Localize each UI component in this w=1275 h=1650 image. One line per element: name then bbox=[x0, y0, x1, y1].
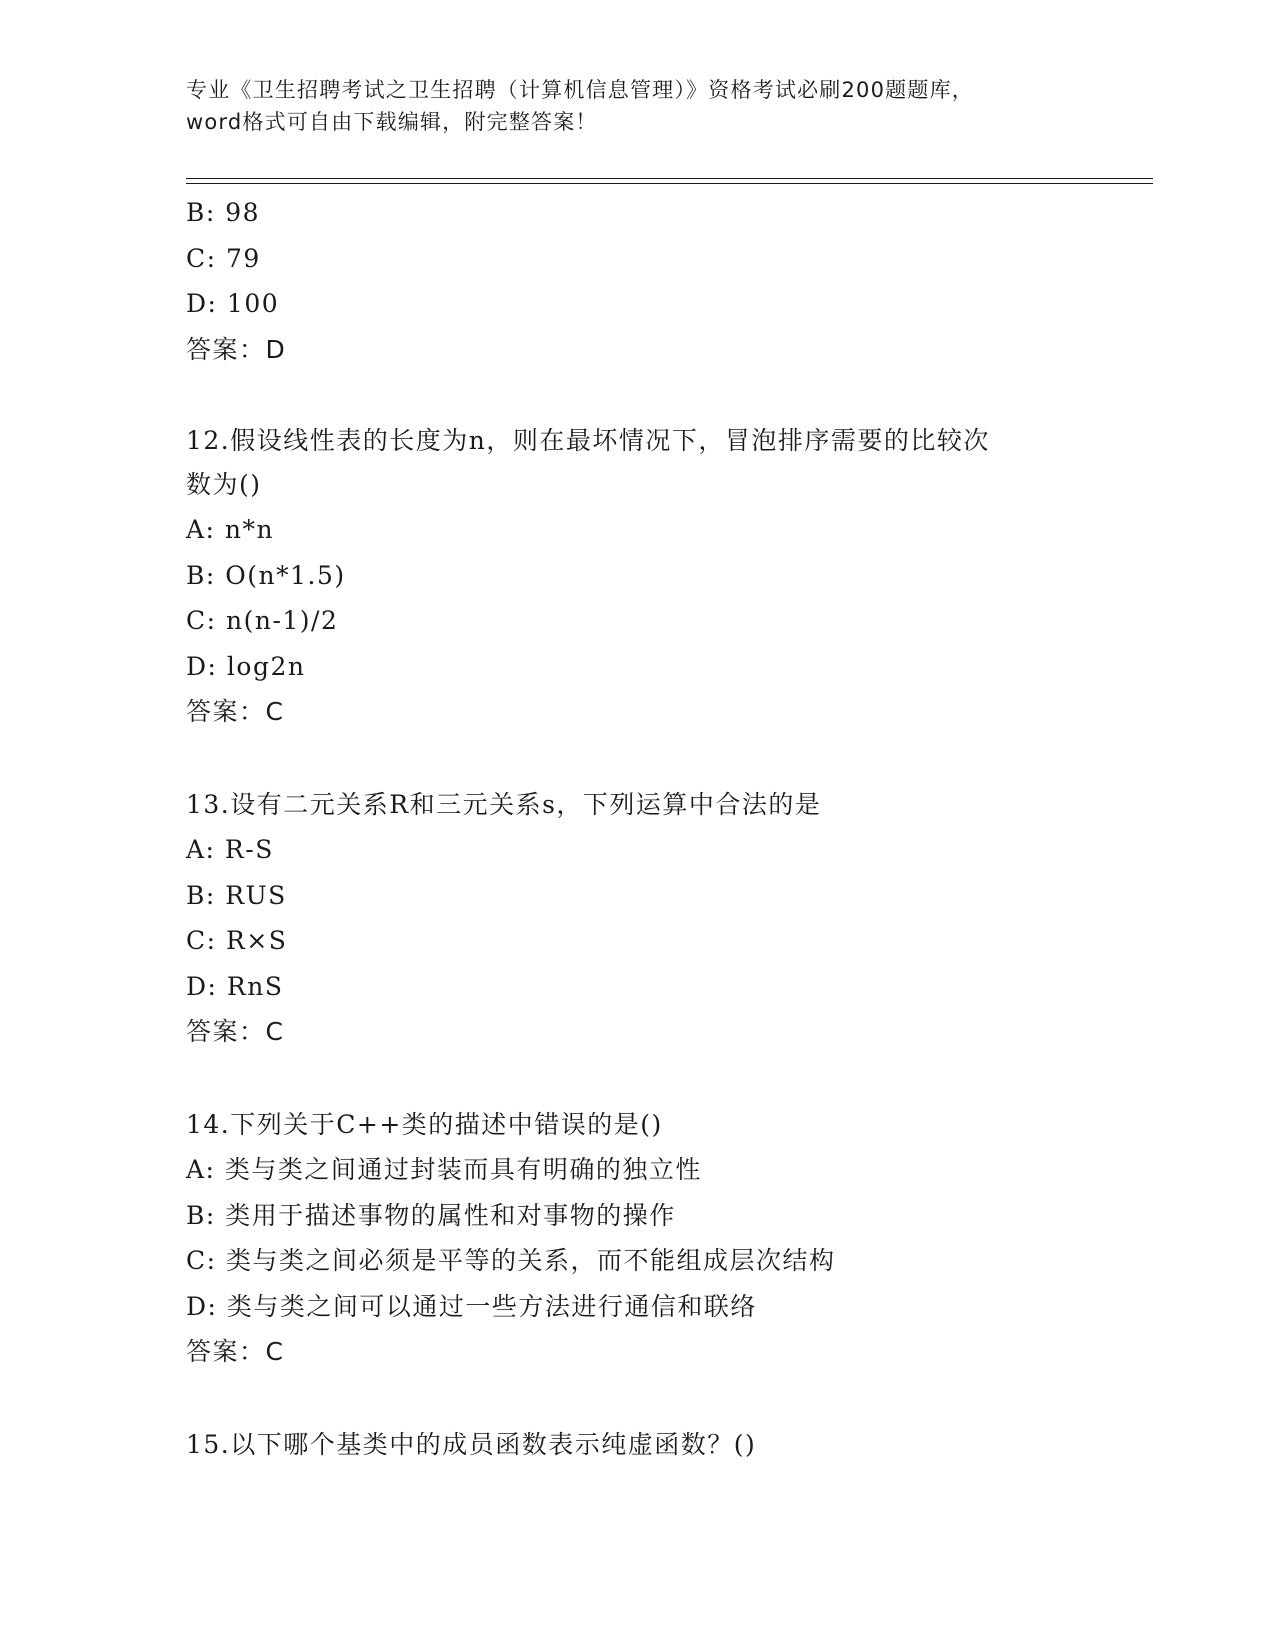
answer: 答案：C bbox=[186, 1017, 285, 1046]
option-a: A: 类与类之间通过封装而具有明确的独立性 bbox=[186, 1155, 702, 1184]
option-d: D: 100 bbox=[186, 289, 280, 318]
option-d: D: log2n bbox=[186, 651, 306, 681]
option-c: C: 类与类之间必须是平等的关系，而不能组成层次结构 bbox=[186, 1246, 836, 1275]
question-gap bbox=[186, 1055, 1146, 1102]
question-text: 14.下列关于C++类的描述中错误的是() bbox=[186, 1109, 663, 1139]
document-header bbox=[186, 74, 1086, 138]
question-list bbox=[186, 190, 1146, 1467]
option-a: A: R-S bbox=[186, 835, 274, 864]
question-15 bbox=[186, 1422, 1146, 1468]
option-b: B: RUS bbox=[186, 880, 287, 910]
question-13 bbox=[186, 782, 1146, 1055]
header-divider-bottom bbox=[186, 183, 1153, 184]
question-11-tail bbox=[186, 190, 1146, 372]
option-d: D: RnS bbox=[186, 971, 284, 1001]
header-line-2: word格式可自由下载编辑，附完整答案！ bbox=[186, 110, 598, 134]
option-c: C: n(n-1)/2 bbox=[186, 606, 339, 635]
answer: 答案：C bbox=[186, 697, 285, 726]
option-b: B: O(n*1.5) bbox=[186, 560, 346, 590]
answer: 答案：D bbox=[186, 334, 287, 364]
answer: 答案：C bbox=[186, 1337, 285, 1366]
option-c: C: R×S bbox=[186, 926, 288, 955]
header-divider-top bbox=[186, 178, 1153, 179]
option-b: B: 类用于描述事物的属性和对事物的操作 bbox=[186, 1200, 676, 1230]
option-b: B: 98 bbox=[186, 198, 261, 227]
option-c: C: 79 bbox=[186, 243, 261, 273]
question-14 bbox=[186, 1102, 1146, 1375]
option-d: D: 类与类之间可以通过一些方法进行通信和联络 bbox=[186, 1291, 757, 1321]
question-text: 13.设有二元关系R和三元关系s，下列运算中合法的是 bbox=[186, 789, 822, 819]
header-line-1: 专业《卫生招聘考试之卫生招聘（计算机信息管理）》资格考试必刷200题题库， bbox=[186, 78, 974, 102]
option-a: A: n*n bbox=[186, 515, 275, 544]
question-text: 15.以下哪个基类中的成员函数表示纯虚函数？() bbox=[186, 1429, 757, 1459]
question-text-line-2: 数为() bbox=[186, 470, 262, 499]
question-gap bbox=[186, 1375, 1146, 1422]
question-gap bbox=[186, 735, 1146, 782]
question-gap bbox=[186, 372, 1146, 419]
question-12 bbox=[186, 419, 1146, 735]
question-text-line-1: 12.假设线性表的长度为n，则在最坏情况下，冒泡排序需要的比较次 bbox=[186, 426, 990, 455]
